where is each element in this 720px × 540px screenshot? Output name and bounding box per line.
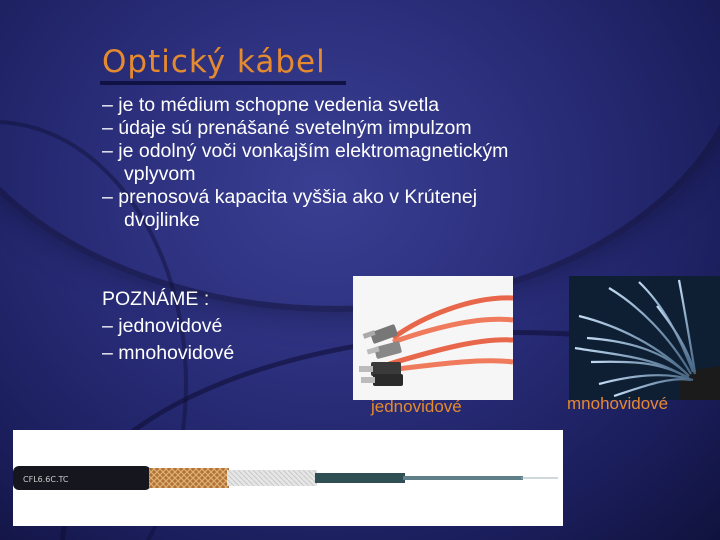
bullet-item: – údaje sú prenášané svetelným impulzom [102,117,472,139]
single-mode-caption: jednovidové [371,397,462,416]
single-mode-cable-image [353,276,513,400]
bullet-list [102,94,508,232]
cable-layers-image [13,430,563,526]
title-underline [100,81,346,85]
types-note [102,286,234,367]
cable-print: CFL6.6C.TC [23,475,69,484]
bullet-item: – prenosová kapacita vyššia ako v Krútenej [102,186,478,208]
types-heading: POZNÁME : [102,288,210,310]
bullet-item: – je odolný voči vonkajším elektromagnetickým [102,140,509,162]
multi-mode-fiber-image [569,276,720,400]
types-item: – jednovidové [102,315,223,337]
bullet-item-continuation: vplyvom [124,163,196,185]
types-item: – mnohovidové [102,342,235,364]
bullet-item: – je to médium schopne vedenia svetla [102,94,440,116]
slide-title: Optický kábel [102,44,326,80]
multi-mode-caption: mnohovidové [567,394,669,413]
bullet-item-continuation: dvojlinke [124,209,200,231]
